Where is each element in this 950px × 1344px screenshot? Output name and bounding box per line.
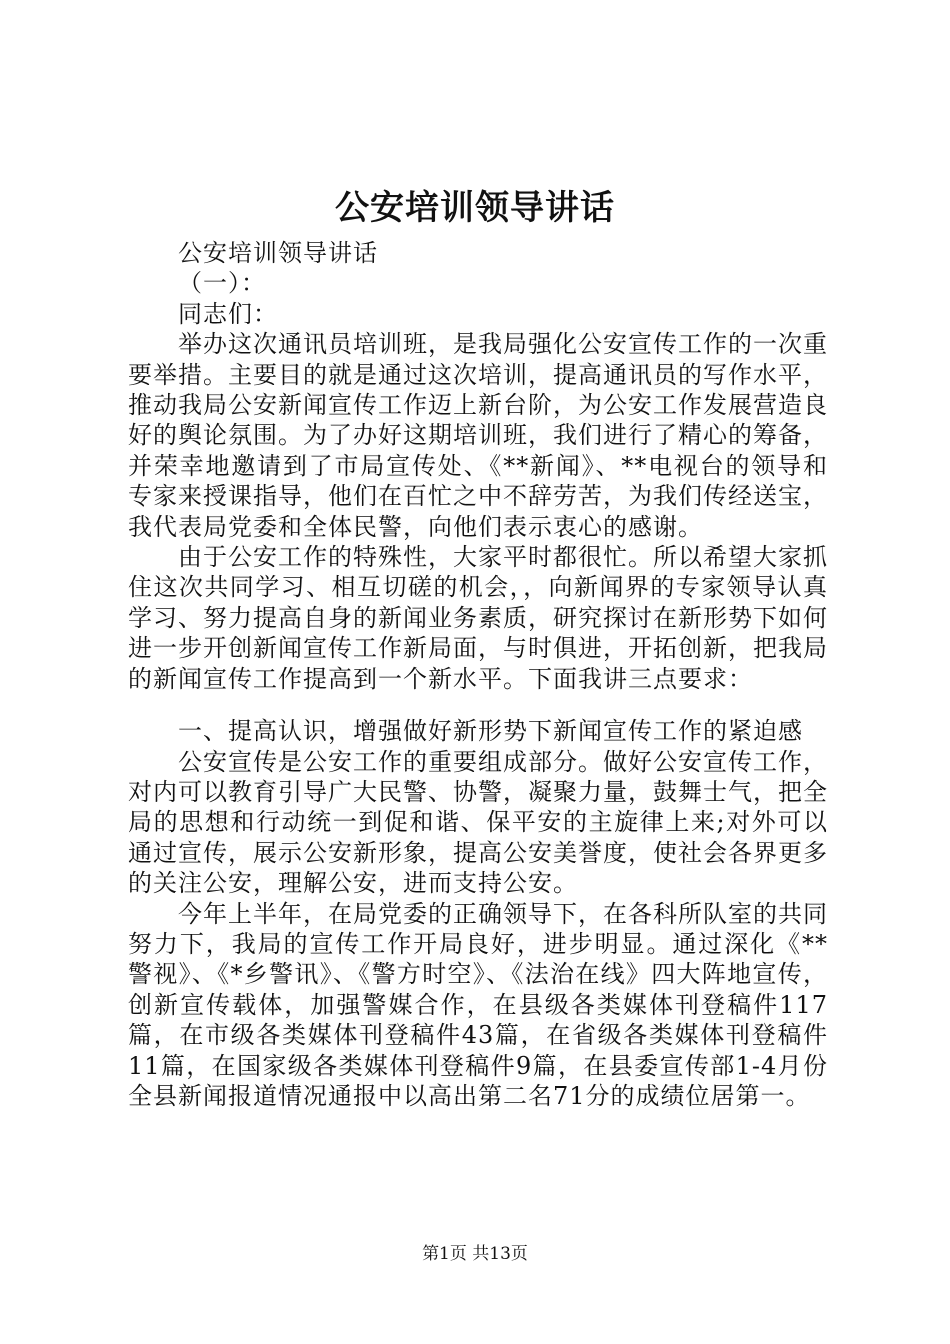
paragraph-4: 今年上半年，在局党委的正确领导下，在各科所队室的共同努力下，我局的宣传工作开局良好，进步明显。通过深化《**警视》、《*乡警讯》、《警方时空》、《法治在线》四大阵地宣传，创新宣传载体，加强警媒合作，在县级各类媒体刊登稿件117篇，在市级各类媒体刊登稿件43篇，在省级各类媒体刊登稿件11篇，在国家级各类媒体刊登稿件9篇，在县委宣传部1-4月份全县新闻报道情况通报中以高出第二名71分的成绩位居第一。 (128, 899, 828, 1110)
paragraph-3: 公安宣传是公安工作的重要组成部分。做好公安宣传工作，对内可以教育引导广大民警、协警，凝聚力量，鼓舞士气，把全局的思想和行动统一到促和谐、保平安的主旋律上来;对外可以通过宣传，展示公安新形象，提高公安美誉度，使社会各界更多的关注公安，理解公安，进而支持公安。 (128, 747, 828, 898)
paragraph-2: 由于公安工作的特殊性，大家平时都很忙。所以希望大家抓住这次共同学习、相互切磋的机会，，向新闻界的专家领导认真学习、努力提高自身的新闻业务素质，研究探讨在新形势下如何进一步开创新闻宣传工作新局面，与时俱进，开拓创新，把我局的新闻宣传工作提高到一个新水平。下面我讲三点要求： (128, 543, 828, 693)
document-body (128, 238, 828, 1111)
page-number: 第1页 共13页 (422, 1244, 528, 1264)
paragraph-1: 举办这次通讯员培训班，是我局强化公安宣传工作的一次重要举措。主要目的就是通过这次培训，提高通讯员的写作水平，推动我局公安新闻宣传工作迈上新台阶，为公安工作发展营造良好的舆论氛围。为了办好这期培训班，我们进行了精心的筹备，并荣幸地邀请到了市局宣传处、《**新闻》、**电视台的领导和专家来授课指导，他们在百忙之中不辞劳苦，为我们传经送宝，我代表局党委和全体民警，向他们表示衷心的感谢。 (128, 330, 828, 541)
salutation: 同志们： (178, 299, 278, 328)
paragraph-gap (128, 694, 828, 716)
section-heading-1: 一、提高认识，增强做好新形势下新闻宣传工作的紧迫感 (178, 717, 803, 746)
section-marker: （一）： (178, 269, 266, 298)
document-title: 公安培训领导讲话 (335, 188, 615, 228)
subtitle: 公安培训领导讲话 (178, 239, 378, 267)
